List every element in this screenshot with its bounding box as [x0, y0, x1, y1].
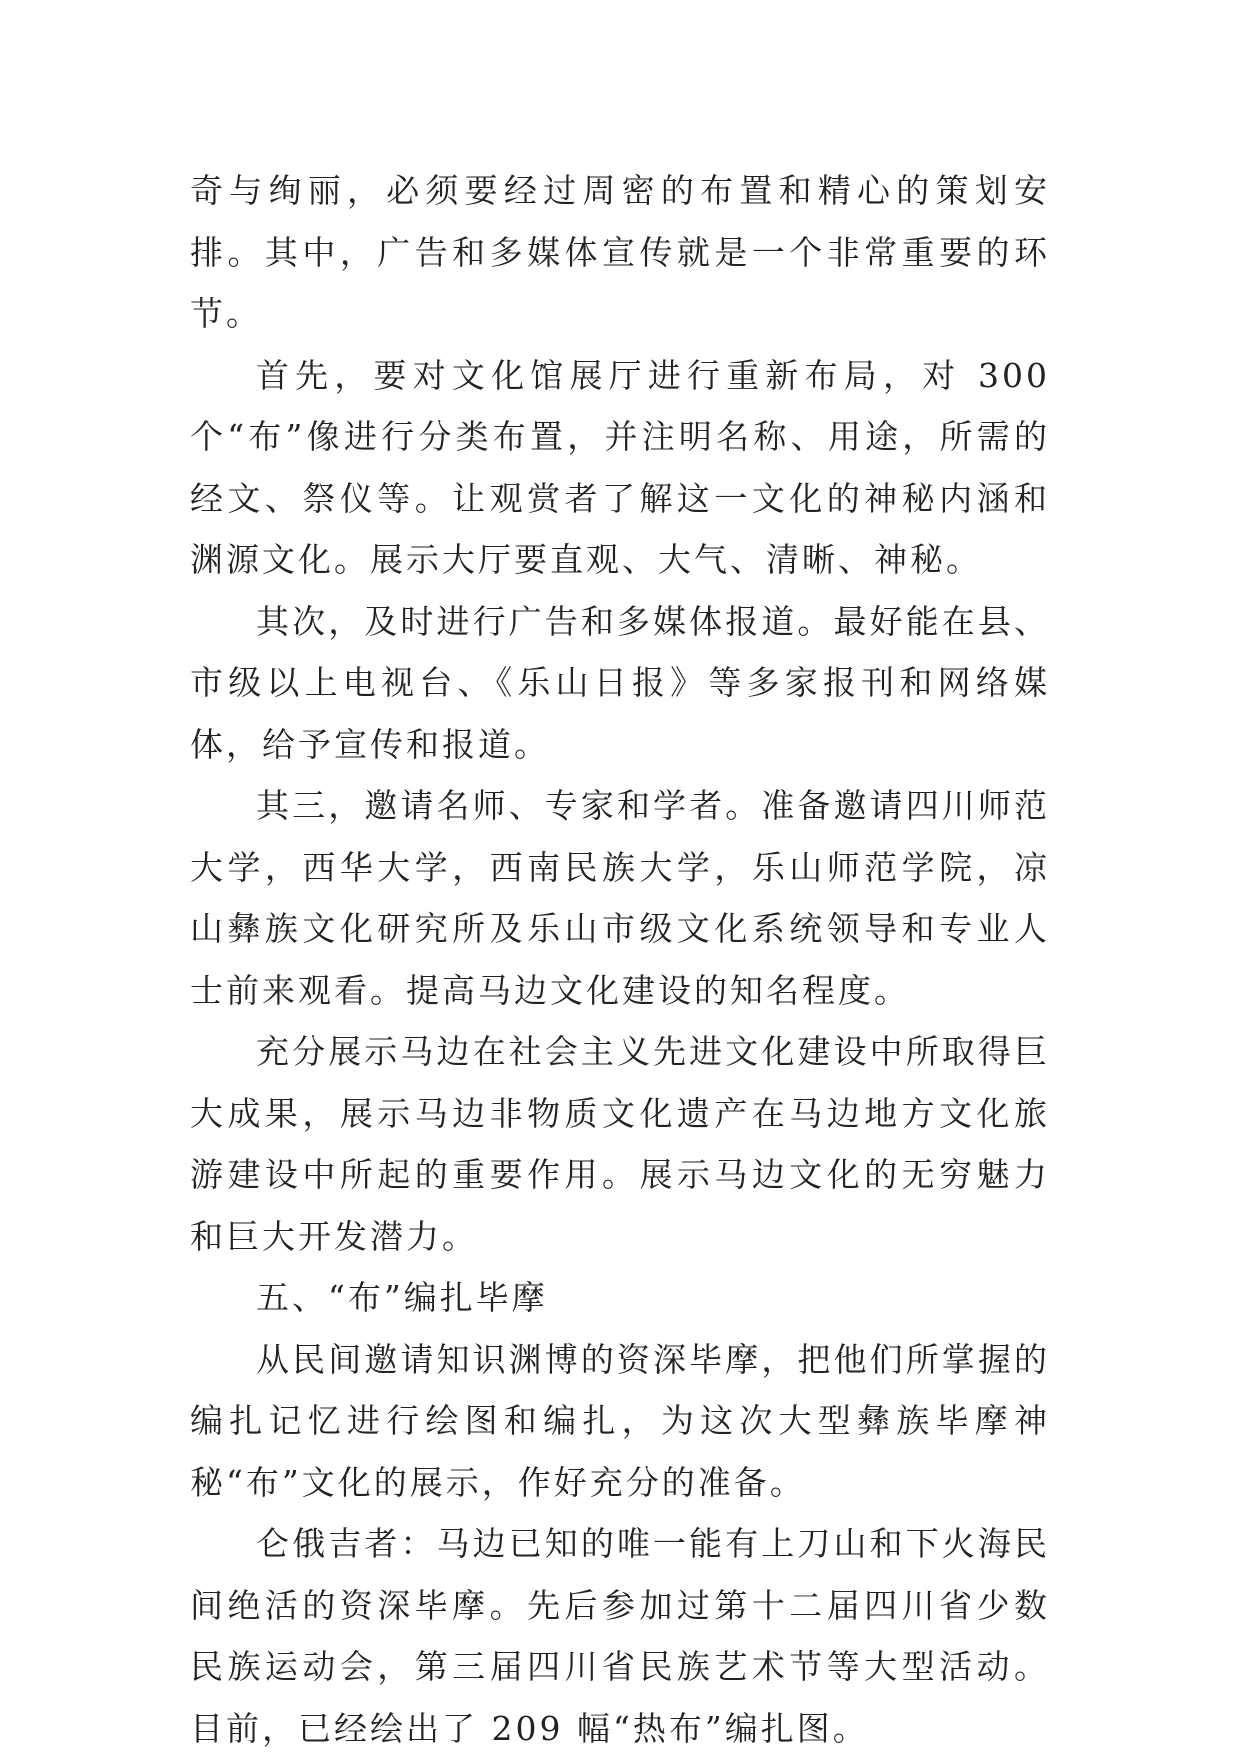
paragraph-lun-e-jizhe: 仑俄吉者：马边已知的唯一能有上刀山和下火海民间绝活的资深毕摩。先后参加过第十二届四川省少数民族运动会，第三届四川省民族艺术节等大型活动。目前，已经绘出了 209 幅“热布”编扎图。: [190, 1524, 1050, 1748]
section-heading-five: 五、“布”编扎毕摩: [256, 1278, 548, 1317]
paragraph-invite-bimo: 从民间邀请知识渊博的资深毕摩，把他们所掌握的编扎记忆进行绘图和编扎，为这次大型彝族毕摩神秘“布”文化的展示，作好充分的准备。: [190, 1339, 1050, 1502]
paragraph-third-experts: 其三，邀请名师、专家和学者。准备邀请四川师范大学，西华大学，西南民族大学，乐山师范学院，凉山彝族文化研究所及乐山市级文化系统领导和专业人士前来观看。提高马边文化建设的知名程度。: [190, 786, 1050, 1010]
paragraph-achievements: 充分展示马边在社会主义先进文化建设中所取得巨大成果，展示马边非物质文化遗产在马边地方文化旅游建设中所起的重要作用。展示马边文化的无穷魅力和巨大开发潜力。: [190, 1032, 1050, 1256]
document-body: [190, 160, 1050, 1759]
paragraph-intro-continued: 奇与绚丽，必须要经过周密的布置和精心的策划安排。其中，广告和多媒体宣传就是一个非常重要的环节。: [190, 171, 1050, 333]
paragraph-first-layout: 首先，要对文化馆展厅进行重新布局，对 300 个“布”像进行分类布置，并注明名称、用途，所需的经文、祭仪等。让观赏者了解这一文化的神秘内涵和渊源文化。展示大厅要直观、大气、清晰、神秘。: [190, 355, 1050, 579]
paragraph-second-media: 其次，及时进行广告和多媒体报道。最好能在县、市级以上电视台、《乐山日报》等多家报刊和网络媒体，给予宣传和报道。: [190, 601, 1050, 764]
